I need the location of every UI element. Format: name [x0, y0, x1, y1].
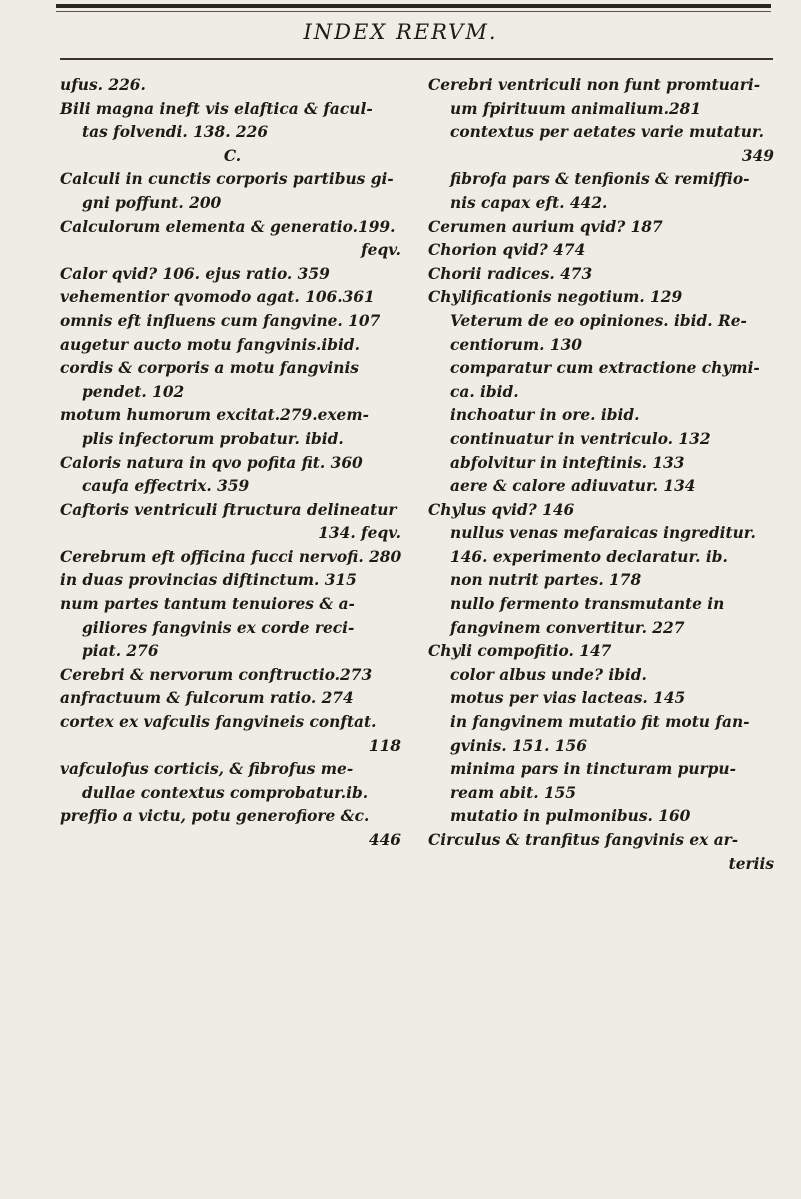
index-entry-line: Chorii radices. 473	[428, 264, 593, 283]
index-entry-line: preffio a victu, potu generofiore &c.	[60, 807, 370, 826]
index-entry-line: giliores fangvinis ex corde reci-	[82, 618, 355, 637]
index-entry-line: comparatur cum extractione chymi-	[450, 359, 760, 378]
left-index-column	[60, 74, 405, 853]
index-entry-line: nullo fermento transmutante in	[450, 595, 725, 614]
index-entry-line: nis capax eft. 442.	[450, 193, 608, 212]
index-entry-line: 134. feqv.	[318, 524, 401, 543]
index-entry-line: 146. experimento declaratur. ib.	[450, 547, 728, 566]
index-entry-line: ufus. 226.	[60, 76, 146, 94]
index-entry-line: caufa effectrix. 359	[82, 477, 250, 496]
index-entry-line: vehementior qvomodo agat. 106.361	[60, 288, 375, 307]
index-entry-line: Veterum de eo opiniones. ibid. Re-	[450, 311, 747, 330]
index-entry-line: continuatur in ventriculo. 132	[450, 429, 711, 448]
index-entry-line: um fpirituum animalium.281	[450, 99, 702, 118]
top-border-rule	[56, 4, 771, 8]
index-entry-line: centiorum. 130	[450, 335, 583, 354]
index-entry-line: Chylus qvid? 146	[428, 500, 575, 519]
index-entry-line: 349	[741, 146, 774, 165]
index-entry-line: minima pars in tincturam purpu-	[450, 760, 736, 779]
index-entry-line: gni poffunt. 200	[82, 193, 222, 212]
index-entry-line: feqv.	[361, 241, 401, 260]
index-entry-line: mutatio in pulmonibus. 160	[450, 807, 691, 826]
index-entry-line: Bili magna ineft vis elaftica & facul-	[60, 99, 373, 118]
index-entry-line: piat. 276	[82, 642, 159, 661]
index-entry-line: num partes tantum tenuiores & a-	[60, 595, 355, 614]
index-entry-line: Caftoris ventriculi ftructura delineatur	[60, 500, 397, 519]
right-index-column	[428, 74, 778, 876]
index-entry-line: Chorion qvid? 474	[428, 241, 586, 260]
index-entry-line: Calculorum elementa & generatio.199.	[60, 217, 396, 236]
index-entry-line: nullus venas mefaraicas ingreditur.	[450, 524, 756, 543]
index-entry-line: in duas provincias diftinctum. 315	[60, 571, 357, 590]
index-entry-line: augetur aucto motu fangvinis.ibid.	[60, 335, 360, 354]
index-entry-line: in fangvinem mutatio fit motu fan-	[450, 713, 750, 732]
index-entry-line: 446	[368, 831, 401, 849]
index-entry-line: tas folvendi. 138. 226	[82, 123, 269, 142]
index-entry-line: Chyli compofitio. 147	[428, 642, 612, 661]
index-entry-line: Cerebrum eft officina fucci nervofi. 280	[60, 547, 402, 566]
index-entry-line: inchoatur in ore. ibid.	[450, 406, 640, 425]
index-entry-line: anfractuum & fulcorum ratio. 274	[60, 689, 354, 708]
index-entry-line: gvinis. 151. 156	[450, 736, 587, 755]
index-entry-line: 118	[368, 736, 401, 755]
index-entry-line: omnis eft influens cum fangvine. 107	[60, 311, 381, 330]
index-entry-line: C.	[223, 146, 242, 165]
index-entry-line: plis infectorum probatur. ibid.	[82, 429, 344, 448]
index-entry-line: Cerebri & nervorum conftructio.273	[60, 665, 373, 684]
index-entry-line: color albus unde? ibid.	[450, 665, 647, 684]
page-header: INDEX RERVM.	[303, 20, 498, 44]
index-entry-line: non nutrit partes. 178	[450, 571, 642, 590]
index-entry-line: pendet. 102	[82, 382, 185, 401]
top-border-rule-thin	[56, 11, 771, 12]
index-entry-line: fangvinem convertitur. 227	[450, 618, 685, 637]
index-entry-line: vafculofus corticis, & fibrofus me-	[60, 760, 354, 779]
index-entry-line: Circulus & tranfitus fangvinis ex ar-	[428, 831, 739, 849]
index-entry-line: Caloris natura in qvo pofita fit. 360	[60, 453, 363, 472]
index-entry-line: Calor qvid? 106. ejus ratio. 359	[60, 264, 330, 283]
index-entry-line: Cerebri ventriculi non funt promtuari-	[428, 76, 761, 94]
index-entry-line: Calculi in cunctis corporis partibus gi-	[60, 170, 394, 189]
index-entry-line: Chylificationis negotium. 129	[428, 288, 683, 307]
header-rule	[60, 58, 773, 60]
index-entry-line: abfolvitur in inteftinis. 133	[450, 453, 685, 472]
index-entry-line: cordis & corporis a motu fangvinis	[60, 359, 359, 378]
index-entry-line: cortex ex vafculis fangvineis conftat.	[60, 713, 377, 732]
index-entry-line: fibrofa pars & tenfionis & remiffio-	[450, 170, 750, 189]
index-entry-line: dullae contextus comprobatur.ib.	[82, 783, 369, 802]
index-entry-line: ca. ibid.	[450, 382, 519, 401]
index-entry-line: contextus per aetates varie mutatur.	[450, 123, 764, 142]
index-entry-line: Cerumen aurium qvid? 187	[428, 217, 663, 236]
index-entry-line: teriis	[728, 854, 774, 873]
index-entry-line: motum humorum excitat.279.exem-	[60, 406, 370, 425]
index-entry-line: motus per vias lacteas. 145	[450, 689, 686, 708]
index-entry-line: aere & calore adiuvatur. 134	[450, 477, 696, 496]
index-entry-line: ream abit. 155	[450, 783, 577, 802]
